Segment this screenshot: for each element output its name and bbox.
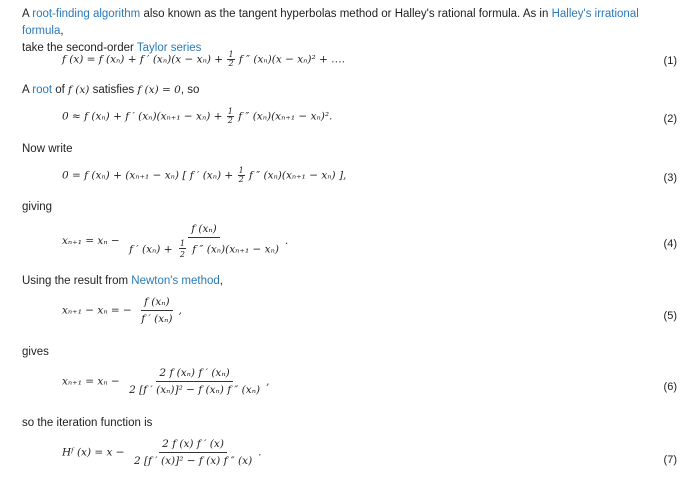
- text: A: [22, 84, 33, 96]
- frac-den: 2: [179, 250, 185, 259]
- now-write-paragraph: Now write: [22, 143, 73, 155]
- root-paragraph: [22, 82, 199, 99]
- iteration-paragraph: so the iteration function is: [22, 417, 153, 429]
- frac-den: 2: [228, 59, 234, 68]
- eq-text: f ″ (xₙ)(xₙ₊₁ − xₙ) ],: [245, 169, 347, 182]
- equation-number: (5): [663, 310, 677, 322]
- text: ,: [219, 275, 223, 287]
- equation-number: (4): [663, 238, 677, 250]
- eq-text: Hᶠ (x) = x −: [62, 446, 125, 459]
- fraction: [138, 296, 175, 325]
- fraction: [126, 367, 263, 396]
- frac-num: 1: [228, 50, 234, 59]
- frac-num: f (xₙ): [188, 223, 220, 238]
- text: ,: [60, 25, 64, 37]
- frac-num: 2 f (x) f ′ (x): [159, 438, 227, 453]
- eq-text: xₙ₊₁ = xₙ −: [62, 235, 120, 247]
- using-paragraph: [22, 273, 223, 290]
- text: also known as the tangent hyperbolas method or Halley's rational formula. As in: [140, 8, 552, 20]
- eq-text: f ′ (xₙ) +: [129, 243, 176, 256]
- frac-den: 2 [f ′ (xₙ)]² − f (xₙ) f ″ (xₙ): [129, 384, 261, 396]
- link-root-finding-algorithm[interactable]: root-finding algorithm: [32, 8, 141, 20]
- eq-text: ,: [178, 304, 182, 317]
- text: satisfies: [89, 84, 138, 96]
- link-root[interactable]: root: [32, 84, 53, 96]
- equation-4: [62, 223, 288, 259]
- gives-paragraph: gives: [22, 346, 49, 358]
- frac-num: f (xₙ): [141, 296, 173, 311]
- equation-2: [62, 108, 332, 125]
- eq-text: f (x) = f (xₙ) + f ′ (xₙ)(x − xₙ) +: [62, 53, 227, 66]
- frac-num: 1: [227, 107, 233, 116]
- half-fraction: [227, 108, 234, 125]
- intro-paragraph: [22, 6, 682, 57]
- frac-den: 2: [238, 175, 244, 184]
- eq-text: f ″ (xₙ)(x − xₙ)² + ….: [235, 53, 346, 66]
- fraction: [131, 438, 255, 467]
- equation-7: [62, 438, 262, 467]
- eq-text: f ″ (xₙ)(xₙ₊₁ − xₙ): [188, 243, 279, 256]
- half-fraction: [177, 240, 188, 259]
- half-fraction: [227, 51, 234, 68]
- frac-den: [126, 238, 282, 259]
- link-newtons-method[interactable]: Newton's method: [131, 275, 220, 287]
- eq-text: ,: [266, 375, 270, 388]
- equation-number: (6): [663, 381, 677, 393]
- fraction: [126, 223, 282, 259]
- equation-6: [62, 367, 269, 396]
- equation-3: [62, 167, 346, 184]
- frac-den: 2 [f ′ (x)]² − f (x) f ″ (x): [133, 455, 253, 467]
- equation-5: [62, 296, 182, 325]
- half-fraction: [238, 167, 245, 184]
- eq-text: 0 ≈ f (xₙ) + f ′ (xₙ)(xₙ₊₁ − xₙ) +: [62, 110, 226, 123]
- equation-number: (1): [663, 55, 677, 67]
- equation-number: (2): [663, 113, 677, 125]
- text: take the second-order: [22, 42, 137, 54]
- equation-1: [62, 51, 345, 68]
- equation-number: (3): [663, 172, 677, 184]
- eq-text: xₙ₊₁ = xₙ −: [62, 375, 120, 388]
- inline-math: f (x) = 0: [137, 84, 181, 96]
- frac-num: 1: [179, 239, 185, 248]
- frac-den: 2: [227, 116, 233, 125]
- link-taylor-series[interactable]: Taylor series: [136, 42, 202, 54]
- equation-number: (7): [663, 454, 677, 466]
- inline-math: f (x): [68, 84, 90, 96]
- frac-num: 2 f (xₙ) f ′ (xₙ): [156, 367, 232, 382]
- frac-num: 1: [238, 166, 244, 175]
- link-halleys-irrational-formula[interactable]: Halley's irrational formula: [22, 8, 639, 37]
- text: of: [52, 84, 69, 96]
- eq-text: f ″ (xₙ)(xₙ₊₁ − xₙ)².: [234, 110, 333, 123]
- eq-text: xₙ₊₁ − xₙ = −: [62, 304, 132, 317]
- frac-den: f ′ (xₙ): [141, 313, 173, 325]
- eq-text: .: [258, 446, 262, 459]
- eq-text: .: [284, 235, 289, 247]
- text: , so: [180, 84, 200, 96]
- text: Using the result from: [22, 275, 132, 287]
- eq-text: 0 = f (xₙ) + (xₙ₊₁ − xₙ) [ f ′ (xₙ) +: [62, 169, 237, 182]
- giving-paragraph: giving: [22, 201, 53, 213]
- text: A: [22, 8, 33, 20]
